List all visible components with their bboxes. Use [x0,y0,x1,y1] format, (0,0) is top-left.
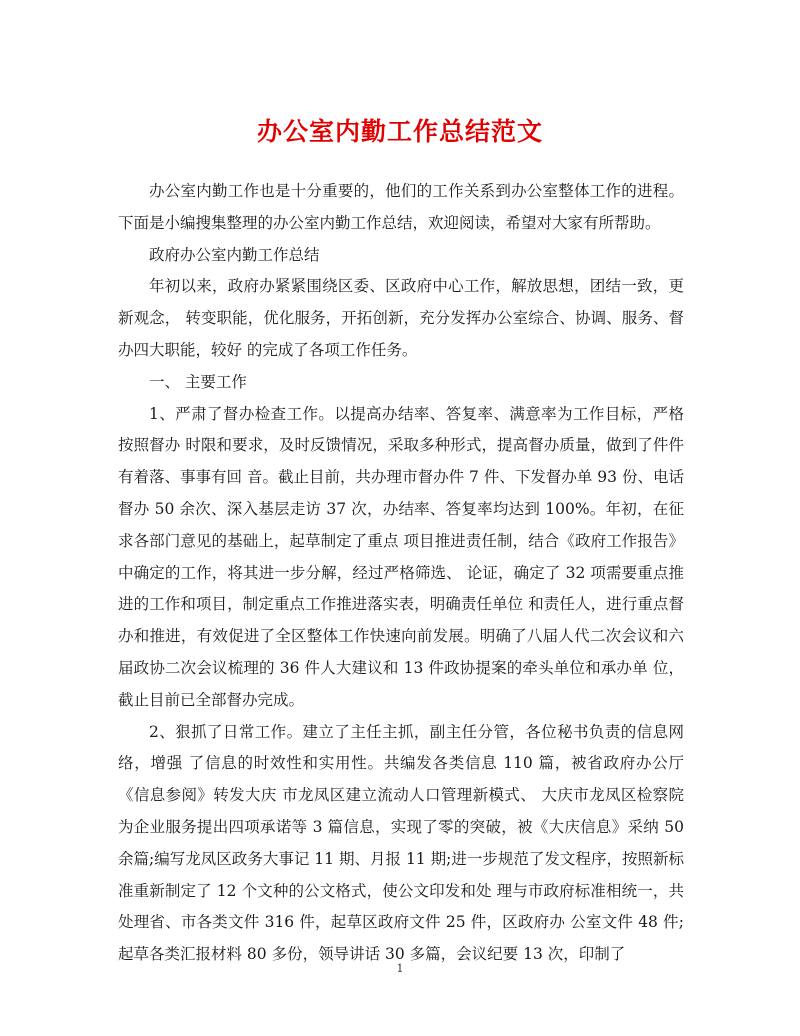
item-1-paragraph: 1、严肃了督办检查工作。以提高办结率、答复率、满意率为工作目标，严格按照督办 时限和要求，及时反馈情况，采取多种形式，提高督办质量，做到了件件有着落、事事有回 音。截止目前，共办理市督办件 7 件、下发督办单 93 份、电话督办 50 余次、深入基层走访 37 次，办结率、答复率均达到 100%。年初，在征求各部门意见的基础上，起草制定了重点 项目推进责任制，结合《政府工作报告》中确定的工作，将其进一步分解，经过严格筛选、 论证，确定了 32 项需要重点推进的工作和项目，制定重点工作推进落实表，明确责任单位 和责任人，进行重点督办和推进，有效促进了全区整体工作快速向前发展。明确了八届人代二次会议和六届政协二次会议梳理的 36 件人大建议和 13 件政协提案的牵头单位和承办单 位，截止目前已全部督办完成。 [118,404,684,709]
overview-paragraph: 年初以来，政府办紧紧围绕区委、区政府中心工作，解放思想，团结一致，更新观念， 转变职能，优化服务，开拓创新，充分发挥办公室综合、协调、服务、督办四大职能，较好 的完成了各项工作任务。 [118,277,684,359]
item-2-paragraph: 2、狠抓了日常工作。建立了主任主抓，副主任分管，各位秘书负责的信息网络，增强 了信息的时效性和实用性。共编发各类信息 110 篇，被省政府办公厅《信息参阅》转发大庆 市龙凤区建立流动人口管理新模式、 大庆市龙凤区检察院为企业服务提出四项承诺等 3 篇信息，实现了零的突破，被《大庆信息》采纳 50 余篇;编写龙凤区政务大事记 11 期、月报 11 期;进一步规范了发文程序，按照新标准重新制定了 12 个文种的公文格式，使公文印发和处 理与市政府标准相统一，共处理省、市各类文件 316 件，起草区政府文件 25 件，区政府办 公室文件 48 件;起草各类汇报材料 80 多份，领导讲话 30 多篇，会议纪要 13 次，印制了 [118,722,684,964]
subsection-heading: 一、 主要工作 [149,372,247,391]
intro-paragraph: 办公室内勤工作也是十分重要的，他们的工作关系到办公室整体工作的进程。下面是小编搜集整理的办公室内勤工作总结，欢迎阅读，希望对大家有所帮助。 [118,182,684,232]
page-number: 1 [396,962,404,975]
document-body [118,176,684,971]
section-heading: 政府办公室内勤工作总结 [149,245,320,264]
document-title: 办公室内勤工作总结范文 [256,117,543,146]
